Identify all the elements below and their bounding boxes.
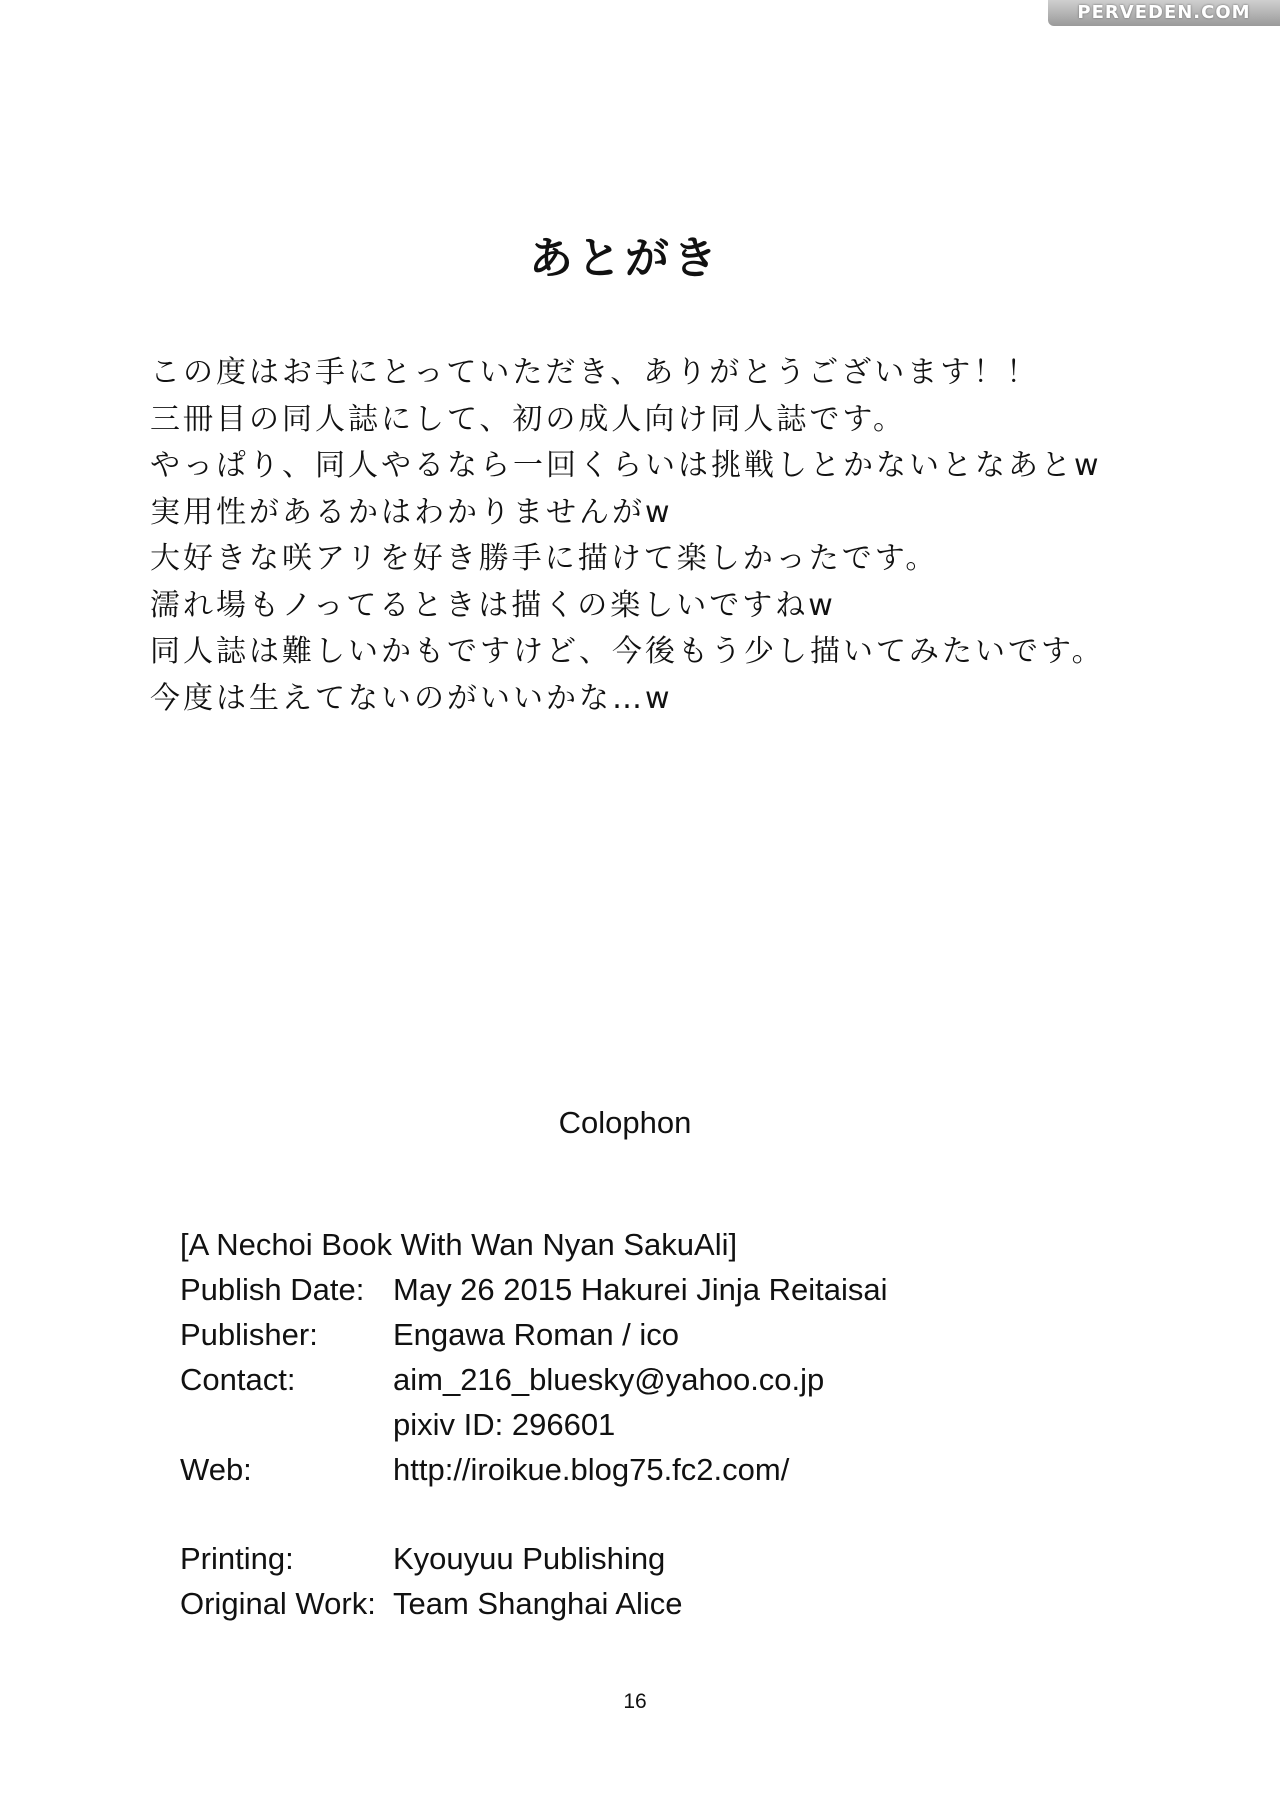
original-work-label: Original Work: [180, 1586, 376, 1621]
afterword-line: 今度は生えてないのがいいかな…w [150, 680, 673, 716]
contact-label: Contact: [180, 1362, 296, 1397]
contact-row-2 [180, 1402, 1180, 1447]
web-row [180, 1447, 1180, 1492]
afterword-line: 同人誌は難しいかもですけど、今後もう少し描いてみたいです。 [150, 634, 1105, 669]
printing-row [180, 1536, 1180, 1581]
afterword-body [150, 350, 1150, 722]
afterword-line: 濡れ場もノってるときは描くの楽しいですねw [150, 587, 836, 623]
site-watermark: PERVEDEN.COM [1048, 0, 1280, 26]
publisher-row [180, 1312, 1180, 1357]
publish-date-value: May 26 2015 Hakurei Jinja Reitaisai [393, 1272, 888, 1307]
publish-date-row [180, 1267, 1180, 1312]
afterword-line: 三冊目の同人誌にして、初の成人向け同人誌です。 [150, 401, 906, 437]
afterword-title: あとがき [529, 233, 721, 284]
web-url: http://iroikue.blog75.fc2.com/ [393, 1452, 790, 1487]
original-work-row [180, 1581, 1180, 1626]
afterword-line: 実用性があるかはわかりませんがw [150, 494, 673, 530]
printing-label: Printing: [180, 1541, 294, 1576]
publisher-value: Engawa Roman / ico [393, 1317, 680, 1352]
book-title: [A Nechoi Book With Wan Nyan SakuAli] [180, 1227, 738, 1262]
colophon-title: Colophon [558, 1105, 692, 1140]
web-label: Web: [180, 1452, 252, 1487]
colophon-block [180, 1222, 1180, 1626]
afterword-line: やっぱり、同人やるなら一回くらいは挑戦しとかないとなあとw [150, 448, 1102, 483]
contact-email: aim_216_bluesky@yahoo.co.jp [393, 1362, 825, 1397]
afterword-line: 大好きな咲アリを好き勝手に描けて楽しかったです。 [150, 541, 939, 576]
afterword-line: この度はお手にとっていただき、ありがとうございます！！ [150, 355, 1040, 390]
page-number: 16 [623, 1690, 647, 1713]
publisher-label: Publisher: [180, 1317, 318, 1352]
publish-date-label: Publish Date: [180, 1272, 365, 1307]
original-work-value: Team Shanghai Alice [393, 1586, 683, 1621]
section-gap [180, 1492, 1180, 1536]
contact-pixiv-id: pixiv ID: 296601 [393, 1407, 616, 1442]
contact-row [180, 1357, 1180, 1402]
printing-value: Kyouyuu Publishing [393, 1541, 666, 1576]
